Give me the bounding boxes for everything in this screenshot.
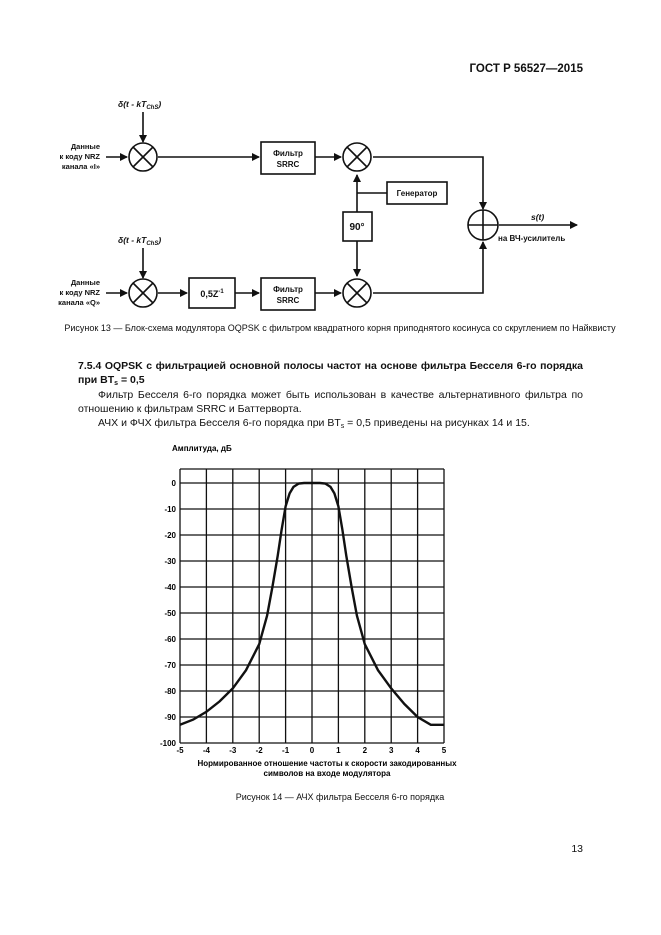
y-tick-label: -20 — [164, 531, 176, 540]
mixer-top-right — [343, 143, 371, 171]
x-axis-label: Нормированное отношение частоты к скорости закодированных символов на входе модулятора — [197, 759, 457, 778]
delta-bottom-label: $\delta(t - kT_{ChS})$ — [118, 235, 162, 247]
filter-srrc-bottom — [261, 278, 315, 310]
x-tick-labels — [176, 746, 446, 755]
svg-text:канала «Q»: канала «Q» — [58, 298, 100, 307]
y-tick-label: -30 — [164, 557, 176, 566]
paragraph-1: Фильтр Бесселя 6-го порядка может быть использован в качестве альтернативного фильтра по отношению к фильтрам SRRC и Баттерворта. — [78, 389, 583, 415]
block-diagram — [0, 0, 661, 330]
figure14-caption: Рисунок 14 — АЧХ фильтра Бесселя 6-го порядка — [235, 792, 445, 802]
mixer-top-left — [129, 143, 157, 171]
y-tick-label: -40 — [164, 583, 176, 592]
x-tick-label: 4 — [415, 746, 420, 755]
bessel-amplitude-chart — [0, 435, 661, 785]
page-number: 13 — [571, 843, 583, 855]
summer — [468, 210, 498, 240]
y-tick-label: -10 — [164, 505, 176, 514]
y-tick-label: -90 — [164, 713, 176, 722]
svg-text:к коду NRZ: к коду NRZ — [59, 152, 100, 161]
x-tick-label: 5 — [441, 746, 447, 755]
arrow-bottom-to-summer — [373, 242, 483, 293]
x-tick-label: 3 — [388, 746, 394, 755]
x-tick-label: 1 — [336, 746, 341, 755]
svg-text:SRRC: SRRC — [276, 160, 300, 169]
mixer-bottom-left — [129, 279, 157, 307]
paragraph-2: АЧХ и ФЧХ фильтра Бесселя 6-го порядка при $BT_s = 0,5$ приведены на рисунках 14 и 15. — [98, 417, 530, 430]
x-tick-label: 0 — [309, 746, 315, 755]
y-tick-label: -60 — [164, 635, 176, 644]
y-tick-labels — [160, 479, 177, 748]
y-tick-label: -100 — [159, 739, 176, 748]
svg-text:Данные: Данные — [70, 142, 100, 151]
x-tick-label: -2 — [255, 746, 263, 755]
svg-text:Фильтр: Фильтр — [273, 149, 303, 158]
y-tick-label: -50 — [164, 609, 176, 618]
phase-label: 90° — [349, 222, 365, 233]
y-tick-label: -70 — [164, 661, 176, 670]
delay-label: $0,5Z^{-1}$ — [200, 289, 224, 299]
x-tick-label: -3 — [229, 746, 237, 755]
svg-text:канала «I»: канала «I» — [61, 162, 100, 171]
x-tick-label: -1 — [282, 746, 290, 755]
filter-srrc-top — [261, 142, 315, 174]
y-tick-label: -80 — [164, 687, 176, 696]
svg-text:SRRC: SRRC — [276, 296, 300, 305]
y-tick-label: 0 — [171, 479, 176, 488]
generator-label: Генератор — [396, 189, 438, 198]
section-heading: 7.5.4 OQPSK с фильтрацией основной полосы частот на основе фильтра Бесселя 6-го порядка при $BT_s = 0,5$ — [78, 360, 583, 387]
output-signal-label: s(t) — [531, 212, 545, 222]
x-tick-label: 2 — [362, 746, 368, 755]
svg-text:Фильтр: Фильтр — [273, 285, 303, 294]
y-axis-label: Амплитуда, дБ — [172, 444, 232, 453]
standard-number: ГОСТ Р 56527—2015 — [469, 63, 583, 75]
input-i-label — [60, 142, 101, 171]
svg-text:Данные: Данные — [70, 278, 100, 287]
output-dest-label: на ВЧ-усилитель — [498, 234, 566, 243]
delta-top-label: $\delta(t - kT_{ChS})$ — [118, 99, 162, 111]
x-tick-label: -5 — [176, 746, 184, 755]
mixer-bottom-right — [343, 279, 371, 307]
figure13-caption: Рисунок 13 — Блок-схема модулятора OQPSK с фильтром квадратного корня приподнятого косинуса со скруглением по Найквисту — [64, 323, 616, 333]
x-tick-label: -4 — [202, 746, 210, 755]
svg-text:к коду NRZ: к коду NRZ — [59, 288, 100, 297]
input-q-label — [58, 278, 100, 307]
